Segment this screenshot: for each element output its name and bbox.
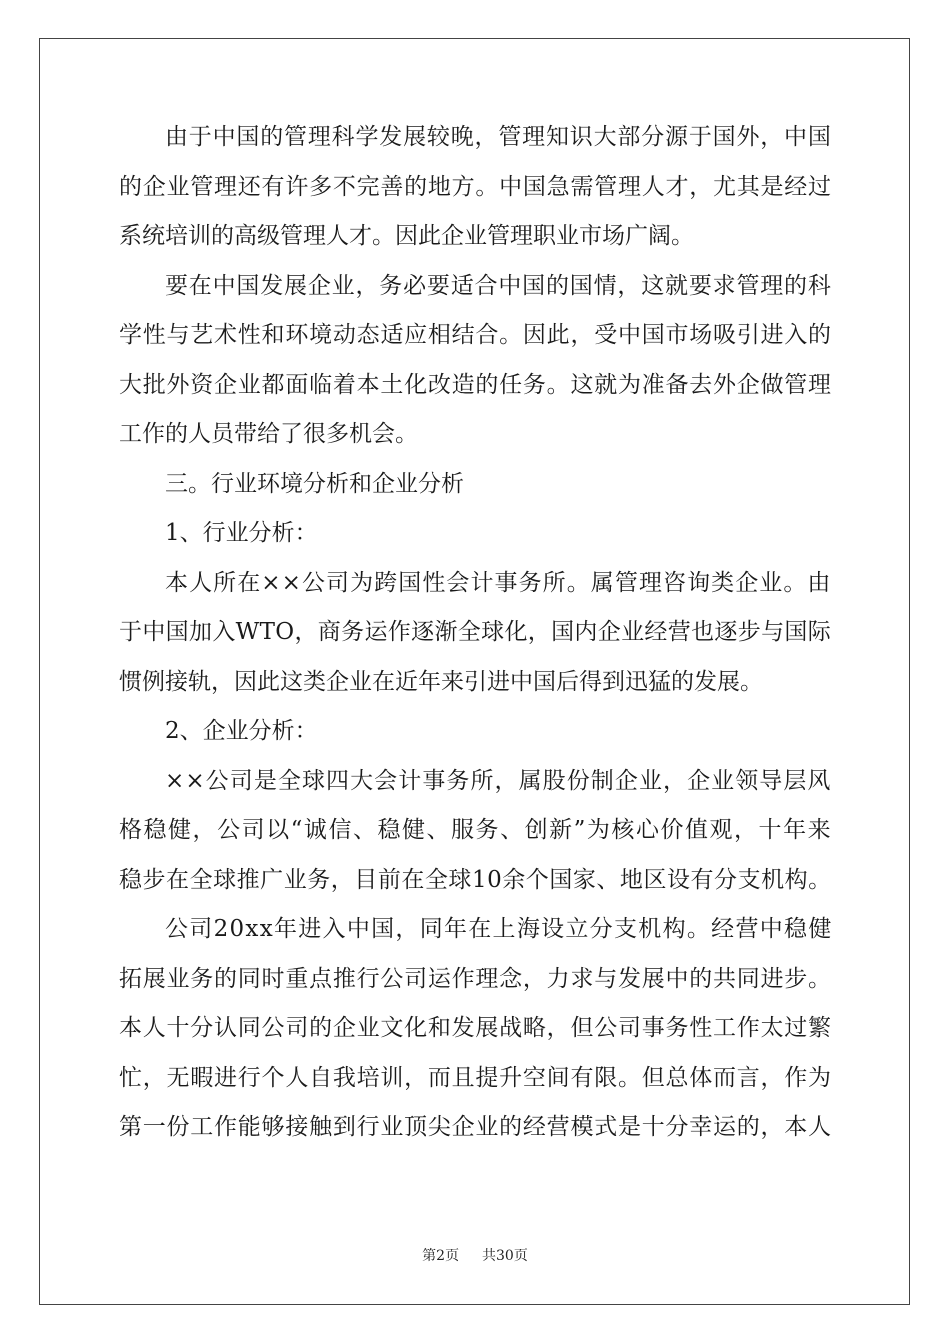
page-total: 共30页 [482,1248,528,1264]
text-line: 的企业管理还有许多不完善的地方。中国急需管理人才，尤其是经过 [119,174,832,200]
text-line: 学性与艺术性和环境动态适应相结合。因此，受中国市场吸引进入的 [119,322,832,348]
text-line: 工作的人员带给了很多机会。 [119,421,418,447]
section-heading: 三。行业环境分析和企业分析 [165,471,464,497]
text-line: 由于中国的管理科学发展较晚，管理知识大部分源于国外，中国 [165,124,832,150]
text-line: 拓展业务的同时重点推行公司运作理念，力求与发展中的共同进步。 [119,966,832,992]
text-line: 惯例接轨，因此这类企业在近年来引进中国后得到迅猛的发展。 [119,669,763,695]
page-number: 第2页 [422,1248,460,1264]
text-line: 公司20xx年进入中国，同年在上海设立分支机构。经营中稳健 [165,916,833,942]
subsection-heading: 1、行业分析： [165,520,318,546]
text-line: 忙，无暇进行个人自我培训，而且提升空间有限。但总体而言，作为 [119,1065,832,1091]
subsection-heading: 2、企业分析： [165,718,318,744]
text-line: 本人所在××公司为跨国性会计事务所。属管理咨询类企业。由 [165,570,832,596]
page-footer [0,1246,950,1266]
text-line: 大批外资企业都面临着本土化改造的任务。这就为准备去外企做管理 [119,372,832,398]
text-line: 稳步在全球推广业务，目前在全球10余个国家、地区设有分支机构。 [119,867,832,893]
text-line: ××公司是全球四大会计事务所，属股份制企业，企业领导层风 [165,768,832,794]
text-line: 系统培训的高级管理人才。因此企业管理职业市场广阔。 [119,223,694,249]
text-line: 于中国加入WTO，商务运作逐渐全球化，国内企业经营也逐步与国际 [119,619,832,645]
text-line: 要在中国发展企业，务必要适合中国的国情，这就要求管理的科 [165,273,832,299]
text-line: 第一份工作能够接触到行业顶尖企业的经营模式是十分幸运的，本人 [119,1114,832,1140]
text-line: 格稳健，公司以“诚信、稳健、服务、创新”为核心价值观，十年来 [119,817,833,843]
text-line: 本人十分认同公司的企业文化和发展战略，但公司事务性工作太过繁 [119,1015,832,1041]
